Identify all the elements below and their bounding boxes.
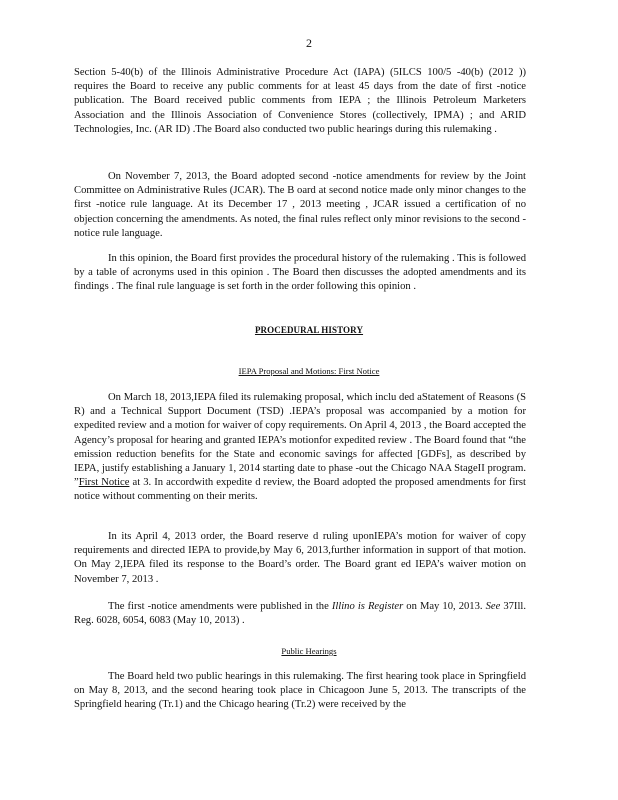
- procedural-history-heading: PROCEDURAL HISTORY: [254, 325, 364, 335]
- illinois-register-title: Illino is Register: [331, 601, 404, 612]
- published-text-after: 37Ill. Reg. 6028, 6054, 6083 (May 10, 2013) .: [74, 601, 526, 627]
- published-text-middle: on May 10, 2013.: [403, 601, 486, 612]
- intro-paragraph: Section 5-40(b) of the Illinois Administrative Procedure Act (IAPA) (5ILCS 100/5 -40(b) (2012 )) requires the Board to receive any public comments for at least 45 days from the date of first -notice publication. The Board received public comments from IEPA ; the Illinois Petroleum Marketers Association and the Illinois Association of Convenience Stores (collectively, IPMA) ; and ARID Technologies, Inc. (AR ID) .The Board also conducted two public hearings during this rulemaking .: [74, 67, 526, 135]
- march-text-before: On March 18, 2013,IEPA filed its rulemaking proposal, which inclu ded aStatement of Reasons (S R) and a Technical Support Document (TSD) .IEPA’s proposal was accompanied by a motion for expedited review and a motion for waiver of copy requirements. On April 4, 2013 , the Board accepted the Agency’s proposal for hearing and granted IEPA’s motionfor expedited review . The Board found that “the emission reduction benefits for the State and economic savings for affected [GDFs], as described by IEPA, justify establishing a January 1, 2014 starting date to phase -out the Chicago NAA StageII program. ”: [74, 392, 526, 489]
- second-notice-paragraph: On November 7, 2013, the Board adopted second -notice amendments for review by the Joint Committee on Administrative Rules (JCAR). The B oard at second notice made only minor changes to the first -notice rule language. At its December 17 , 2013 meeting , JCAR issued a certification of no objection concerning the amendments. As noted, the final rules reflect only minor revisions to the second -notice rule language.: [74, 171, 526, 239]
- march-paragraph: [74, 391, 526, 505]
- hearings-paragraph: The Board held two public hearings in this rulemaking. The first hearing took place in Springfield on May 8, 2013, and the second hearing took place in Chicagoon June 5, 2013. The transcripts of the Springfield hearing (Tr.1) and the Chicago hearing (Tr.2) were received by the: [74, 671, 526, 711]
- opinion-paragraph: In this opinion, the Board first provides the procedural history of the rulemaking . This is followed by a table of acronyms used in this opinion . The Board then discusses the adopted amendments and its findings . The final rule language is set forth in the order following this opinion .: [74, 253, 526, 293]
- intro-paragraph-block: [74, 66, 526, 137]
- april-paragraph-block: [74, 530, 526, 587]
- published-paragraph: [74, 600, 526, 628]
- opinion-paragraph-block: [74, 252, 526, 295]
- page-number: 2: [306, 36, 312, 50]
- public-hearings-subheading: Public Hearings: [281, 646, 337, 656]
- see-signal: See: [485, 601, 501, 612]
- iepa-proposal-subheading: IEPA Proposal and Motions: First Notice: [238, 366, 380, 376]
- first-notice-reference: First Notice: [78, 477, 130, 489]
- published-text-before: The first -notice amendments were published in the: [108, 601, 332, 612]
- march-text-after: at 3. In accordwith expedite d review, the Board adopted the proposed amendments for first notice without commenting on their merits.: [74, 477, 526, 503]
- published-paragraph-block: [74, 600, 526, 628]
- second-notice-paragraph-block: [74, 170, 526, 241]
- march-paragraph-block: [74, 391, 526, 505]
- april-paragraph: In its April 4, 2013 order, the Board reserve d ruling uponIEPA’s motion for waiver of copy requirements and directed IEPA to provide,by May 6, 2013,further information in support of that motion. On May 2,IEPA filed its response to the Board’s order. The Board grant ed IEPA’s waiver motion on November 7, 2013 .: [74, 531, 526, 585]
- hearings-paragraph-block: [74, 670, 526, 713]
